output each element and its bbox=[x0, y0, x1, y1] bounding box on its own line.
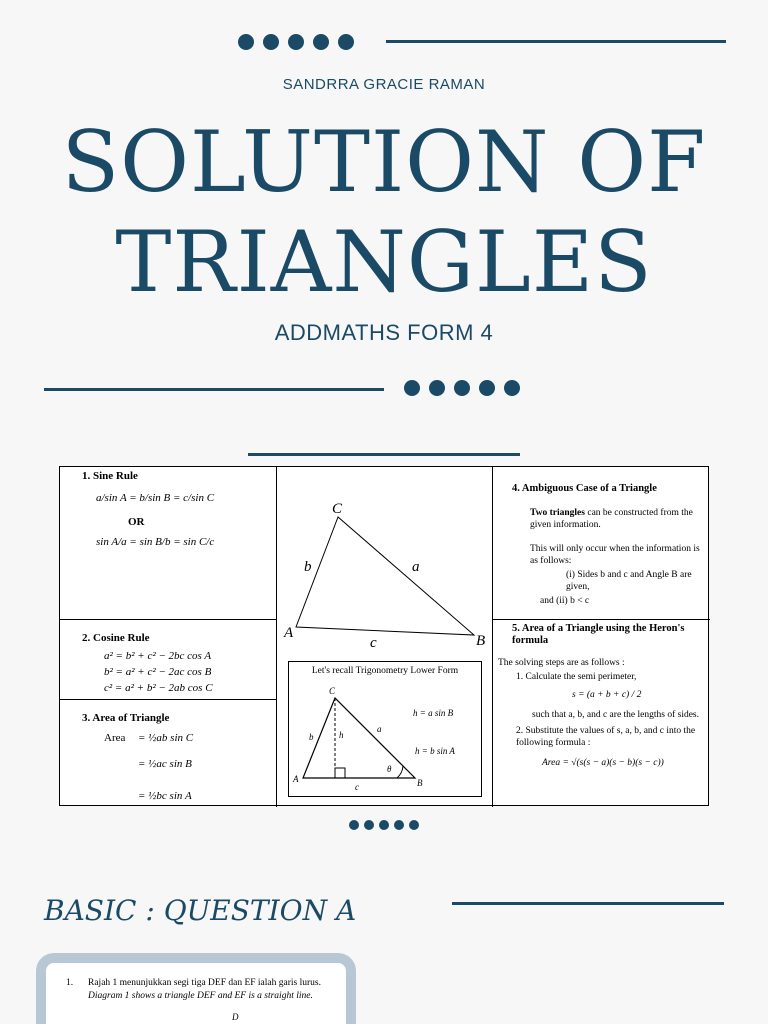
page-subtitle: ADDMATHS FORM 4 bbox=[274, 320, 494, 345]
h-formula-1: h = a sin B bbox=[413, 708, 454, 718]
row-divider-left-2 bbox=[60, 699, 276, 700]
vertex-b-label: B bbox=[476, 633, 486, 649]
sine-rule-or: OR bbox=[128, 516, 145, 528]
cosine-rule-block bbox=[82, 631, 272, 695]
heron-heading: 5. Area of a Triangle using the Heron's formula bbox=[512, 623, 685, 646]
top-rule bbox=[386, 40, 726, 43]
author-name: SANDRRA GRACIE RAMAN bbox=[282, 76, 486, 93]
semi-perimeter-formula: s = (a + b + c) / 2 bbox=[572, 690, 642, 700]
question-malay: Rajah 1 menunjukkan segi tiga DEF dan EF ialah garis lurus. bbox=[88, 978, 321, 988]
question-card bbox=[36, 953, 356, 1024]
two-triangles-bold: Two triangles bbox=[530, 508, 585, 518]
ambiguous-block bbox=[512, 483, 702, 607]
triangle-diagram bbox=[276, 467, 492, 657]
vertex-a-label: A bbox=[284, 625, 294, 641]
right-triangle-diagram bbox=[289, 680, 483, 796]
area-label: Area bbox=[104, 732, 126, 744]
lower-side-c: c bbox=[355, 782, 359, 792]
row-divider-left-1 bbox=[60, 619, 276, 620]
side-b-label: b bbox=[304, 559, 312, 575]
sine-rule-block bbox=[82, 469, 272, 549]
heron-step-1: 1. Calculate the semi perimeter, bbox=[516, 672, 637, 682]
top-dots bbox=[238, 34, 354, 50]
side-c-label: c bbox=[370, 635, 377, 651]
h-formula-2: h = b sin A bbox=[415, 746, 455, 756]
ambiguous-case-i: (i) Sides b and c and Angle B are given, bbox=[566, 570, 692, 592]
sine-rule-heading: 1. Sine Rule bbox=[82, 470, 138, 482]
page-title bbox=[0, 112, 768, 312]
sheet-top-rule bbox=[248, 453, 520, 456]
section-rule bbox=[452, 902, 724, 905]
title-line-1: SOLUTION OF bbox=[61, 113, 707, 211]
vertex-c-label: C bbox=[332, 501, 343, 517]
bottom-dots bbox=[349, 820, 419, 830]
mid-rule-left bbox=[44, 388, 384, 391]
cosine-rule-heading: 2. Cosine Rule bbox=[82, 632, 150, 644]
question-text bbox=[66, 977, 346, 1024]
title-line-2: TRIANGLES bbox=[115, 213, 653, 311]
lower-side-b: b bbox=[309, 732, 314, 742]
cosine-formula-3: c² = a² + b² − 2ab cos C bbox=[104, 682, 213, 694]
heron-step-2: 2. Substitute the values of s, a, b, and c into the following formula : bbox=[516, 726, 696, 748]
lower-side-a: a bbox=[377, 724, 382, 734]
heron-step-1-note: such that a, b, and c are the lengths of sides. bbox=[532, 710, 699, 720]
theta-label: θ bbox=[387, 764, 392, 774]
sine-rule-formula-1: a/sin A = b/sin B = c/sin C bbox=[96, 492, 215, 504]
cosine-formula-2: b² = a² + c² − 2ac cos B bbox=[104, 666, 212, 678]
heron-block bbox=[498, 623, 706, 769]
vertex-d-label: D bbox=[232, 1012, 239, 1022]
lower-h-label: h bbox=[339, 730, 344, 740]
heron-intro: The solving steps are as follows : bbox=[498, 658, 625, 668]
col-divider-2 bbox=[492, 467, 493, 807]
area-formula-2: = ½ac sin B bbox=[138, 758, 192, 770]
ambiguous-para-2: This will only occur when the information is as follows: bbox=[530, 544, 700, 566]
row-divider-right bbox=[492, 619, 710, 620]
sine-rule-formula-2: sin A/a = sin B/b = sin C/c bbox=[96, 536, 215, 548]
ambiguous-para-1 bbox=[530, 507, 702, 531]
area-formula-1: = ½ab sin C bbox=[138, 732, 194, 744]
ambiguous-heading: 4. Ambiguous Case of a Triangle bbox=[512, 483, 657, 494]
lower-form-box bbox=[288, 661, 482, 797]
question-english: Diagram 1 shows a triangle DEF and EF is a straight line. bbox=[88, 991, 313, 1001]
section-title: BASIC : QUESTION A bbox=[44, 894, 357, 927]
ambiguous-para-1-rest: can be constructed from the given information. bbox=[530, 508, 693, 530]
lower-vertex-c: C bbox=[329, 686, 336, 696]
question-number: 1. bbox=[66, 978, 74, 988]
area-heading: 3. Area of Triangle bbox=[82, 712, 170, 724]
side-a-label: a bbox=[412, 559, 420, 575]
notes-sheet bbox=[59, 466, 709, 806]
heron-area-formula: Area = √(s(s − a)(s − b)(s − c)) bbox=[542, 758, 664, 768]
cosine-formula-1: a² = b² + c² − 2bc cos A bbox=[104, 650, 212, 662]
area-block bbox=[82, 711, 272, 803]
lower-form-title: Let's recall Trigonometry Lower Form bbox=[311, 666, 459, 676]
area-formula-3: = ½bc sin A bbox=[138, 790, 192, 802]
lower-vertex-a: A bbox=[293, 774, 299, 784]
mid-dots bbox=[404, 380, 520, 396]
lower-vertex-b: B bbox=[417, 778, 423, 788]
ambiguous-case-ii: and (ii) b < c bbox=[540, 596, 590, 606]
